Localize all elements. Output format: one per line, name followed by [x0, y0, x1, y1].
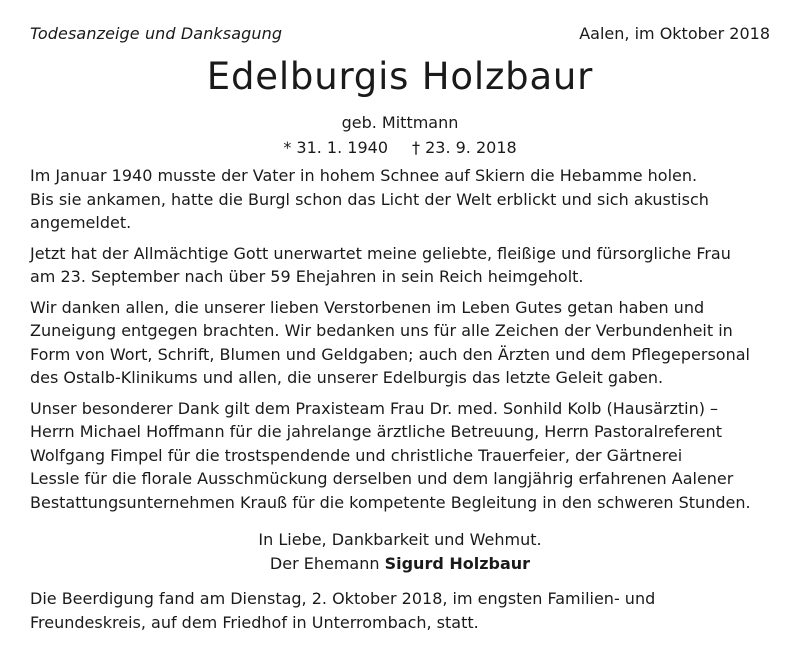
paragraph-special-thanks: [30, 397, 770, 515]
header-row: [30, 24, 770, 46]
text-line: Form von Wort, Schrift, Blumen und Geldgaben; auch den Ärzten und dem Pflegepersonal: [30, 344, 750, 364]
deceased-name: Edelburgis Holzbaur: [206, 55, 594, 98]
paragraph-thanks-all: [30, 296, 770, 390]
text-line: Bis sie ankamen, hatte die Burgl schon das Licht der Welt erblickt und sich akustisch: [30, 189, 709, 209]
text-line: des Ostalb-Klinikums und allen, die unserer Edelburgis das letzte Geleit gaben.: [30, 368, 664, 387]
text-line: Die Beerdigung fand am Dienstag, 2. Oktober 2018, im engsten Familien- und: [30, 589, 656, 608]
signoff-prefix: Der Ehemann: [269, 553, 380, 573]
maiden-name: geb. Mittmann: [341, 113, 459, 132]
paragraph-passing: [30, 242, 770, 289]
death-date: † 23. 9. 2018: [412, 138, 517, 157]
signatory-name: Sigurd Holzbaur: [384, 553, 531, 573]
text-line: Unser besonderer Dank gilt dem Praxisteam Frau Dr. med. Sonhild Kolb (Hausärztin) –: [30, 398, 719, 418]
text-line: Im Januar 1940 musste der Vater in hohem Schnee auf Skiern die Hebamme holen.: [30, 166, 698, 185]
text-line: Bestattungsunternehmen Krauß für die kompetente Begleitung in den schweren Stunden.: [30, 492, 751, 512]
text-line: Lessle für die florale Ausschmückung derselben und dem langjährig erfahrenen Aalener: [30, 469, 734, 488]
notice-type-label: Todesanzeige und Danksagung: [30, 24, 283, 43]
funeral-note: [30, 587, 770, 634]
signoff-line: In Liebe, Dankbarkeit und Wehmut.: [258, 530, 542, 549]
life-dates: [0, 138, 800, 157]
signoff: [30, 528, 770, 575]
text-line: Wolfgang Fimpel für die trostspendende und christliche Trauerfeier, der Gärtnerei: [30, 445, 683, 465]
text-line: Freundeskreis, auf dem Friedhof in Unterrombach, statt.: [30, 612, 479, 632]
text-line: angemeldet.: [30, 213, 132, 232]
notice-body: [30, 164, 770, 634]
text-line: Jetzt hat der Allmächtige Gott unerwartet meine geliebte, fleißige und fürsorgliche Frau: [30, 243, 731, 263]
paragraph-birth-story: [30, 164, 770, 235]
place-and-date: Aalen, im Oktober 2018: [579, 24, 770, 43]
birth-date: * 31. 1. 1940: [283, 138, 388, 157]
text-line: Zuneigung entgegen brachten. Wir bedanken uns für alle Zeichen der Verbundenheit in: [30, 321, 733, 340]
text-line: Wir danken allen, die unserer lieben Verstorbenen im Leben Gutes getan haben und: [30, 297, 705, 317]
text-line: am 23. September nach über 59 Ehejahren in sein Reich heimgeholt.: [30, 267, 584, 286]
text-line: Herrn Michael Hoffmann für die jahrelange ärztliche Betreuung, Herrn Pastoralreferent: [30, 422, 722, 441]
